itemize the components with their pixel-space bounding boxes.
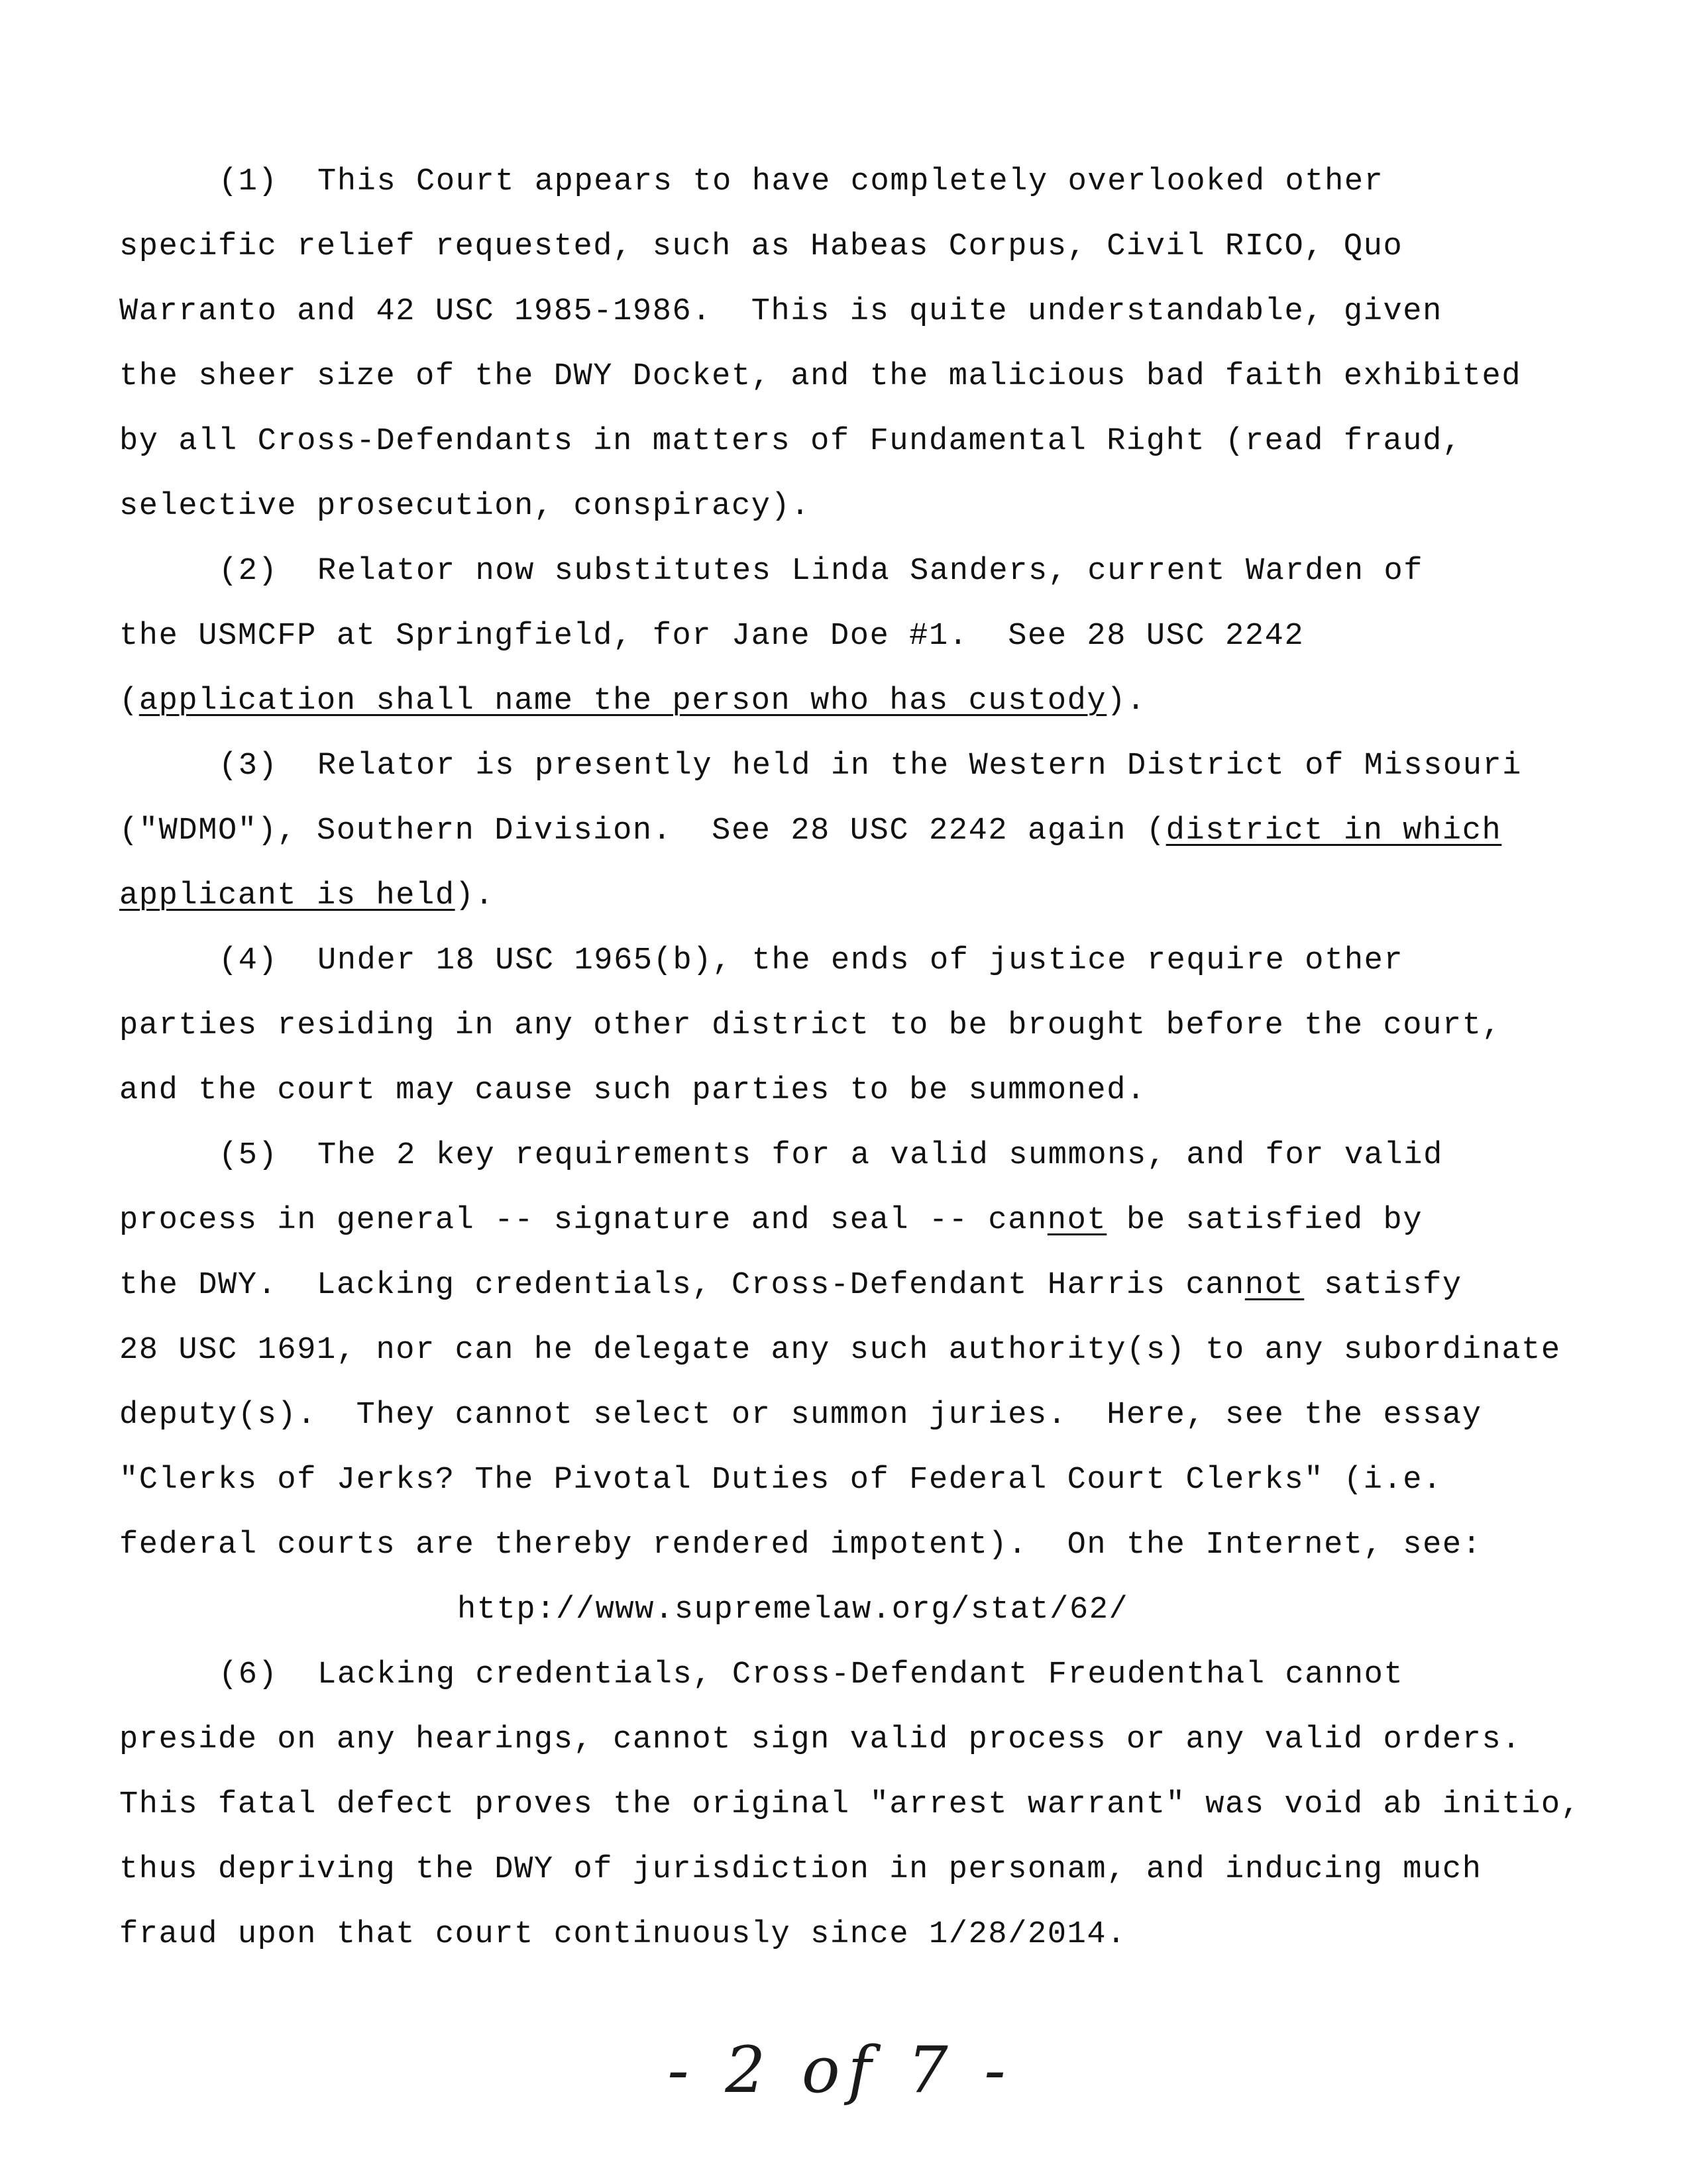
- paragraph-number: (1): [219, 164, 278, 199]
- underlined-text: not: [1047, 1203, 1107, 1238]
- paragraph-1-line-5: by all Cross-Defendants in matters of Fundamental Right (read fraud,: [119, 424, 1462, 459]
- paragraph-6-line-4: thus depriving the DWY of jurisdiction in personam, and inducing much: [119, 1852, 1482, 1887]
- paragraph-6-line-5: fraud upon that court continuously since 1/28/2014.: [119, 1917, 1127, 1952]
- paragraph-3-line-3: applicant is held).: [119, 878, 495, 913]
- paragraph-1-line-4: the sheer size of the DWY Docket, and the malicious bad faith exhibited: [119, 359, 1522, 394]
- paragraph-5-line-1: (5) The 2 key requirements for a valid summons, and for valid: [219, 1138, 1443, 1173]
- paragraph-2-line-3: (application shall name the person who has custody).: [119, 684, 1146, 719]
- paragraph-1-line-3: Warranto and 42 USC 1985-1986. This is quite understandable, given: [119, 294, 1442, 329]
- paragraph-number: (6): [219, 1657, 278, 1692]
- paragraph-6-line-2: preside on any hearings, cannot sign valid process or any valid orders.: [119, 1722, 1522, 1757]
- paragraph-number: (3): [219, 749, 278, 784]
- paragraph-2-line-2: the USMCFP at Springfield, for Jane Doe #1. See 28 USC 2242: [119, 619, 1305, 654]
- paragraph-number: (5): [219, 1138, 278, 1173]
- underlined-text: not: [1244, 1268, 1305, 1303]
- paragraph-1-line-1: (1) This Court appears to have completely overlooked other: [219, 164, 1384, 199]
- paragraph-3-line-2: ("WDMO"), Southern Division. See 28 USC 2242 again (district in which: [119, 813, 1502, 849]
- paragraph-5-line-4: 28 USC 1691, nor can he delegate any such authority(s) to any subordinate: [119, 1333, 1561, 1368]
- paragraph-1-line-6: selective prosecution, conspiracy).: [119, 489, 811, 524]
- underlined-text: applicant is held: [119, 878, 455, 913]
- paragraph-number: (4): [219, 943, 278, 978]
- paragraph-number: (2): [219, 554, 278, 589]
- page-number: - 2 of 7 -: [667, 2033, 1014, 2107]
- paragraph-5-line-3: the DWY. Lacking credentials, Cross-Defendant Harris cannot satisfy: [119, 1268, 1462, 1303]
- paragraph-4-line-3: and the court may cause such parties to be summoned.: [119, 1073, 1146, 1108]
- paragraph-5-line-6: "Clerks of Jerks? The Pivotal Duties of Federal Court Clerks" (i.e.: [119, 1463, 1442, 1498]
- paragraph-5-line-7: federal courts are thereby rendered impotent). On the Internet, see:: [119, 1528, 1482, 1563]
- paragraph-4-line-1: (4) Under 18 USC 1965(b), the ends of justice require other: [219, 943, 1404, 978]
- underlined-text: district in which: [1166, 813, 1502, 849]
- paragraph-2-line-1: (2) Relator now substitutes Linda Sanders, current Warden of: [219, 554, 1424, 589]
- paragraph-1-line-2: specific relief requested, such as Habeas Corpus, Civil RICO, Quo: [119, 229, 1403, 264]
- paragraph-3-line-1: (3) Relator is presently held in the Western District of Missouri: [219, 749, 1523, 784]
- underlined-text: application shall name the person who has custody: [138, 684, 1107, 719]
- paragraph-5-line-5: deputy(s). They cannot select or summon juries. Here, see the essay: [119, 1398, 1482, 1433]
- paragraph-5-line-2: process in general -- signature and seal -- cannot be satisfied by: [119, 1203, 1423, 1238]
- url-link[interactable]: http://www.supremelaw.org/stat/62/: [457, 1592, 1129, 1628]
- paragraph-6-line-1: (6) Lacking credentials, Cross-Defendant Freudenthal cannot: [219, 1657, 1404, 1692]
- paragraph-6-line-3: This fatal defect proves the original "arrest warrant" was void ab initio,: [119, 1787, 1581, 1822]
- paragraph-4-line-2: parties residing in any other district to be brought before the court,: [119, 1008, 1502, 1043]
